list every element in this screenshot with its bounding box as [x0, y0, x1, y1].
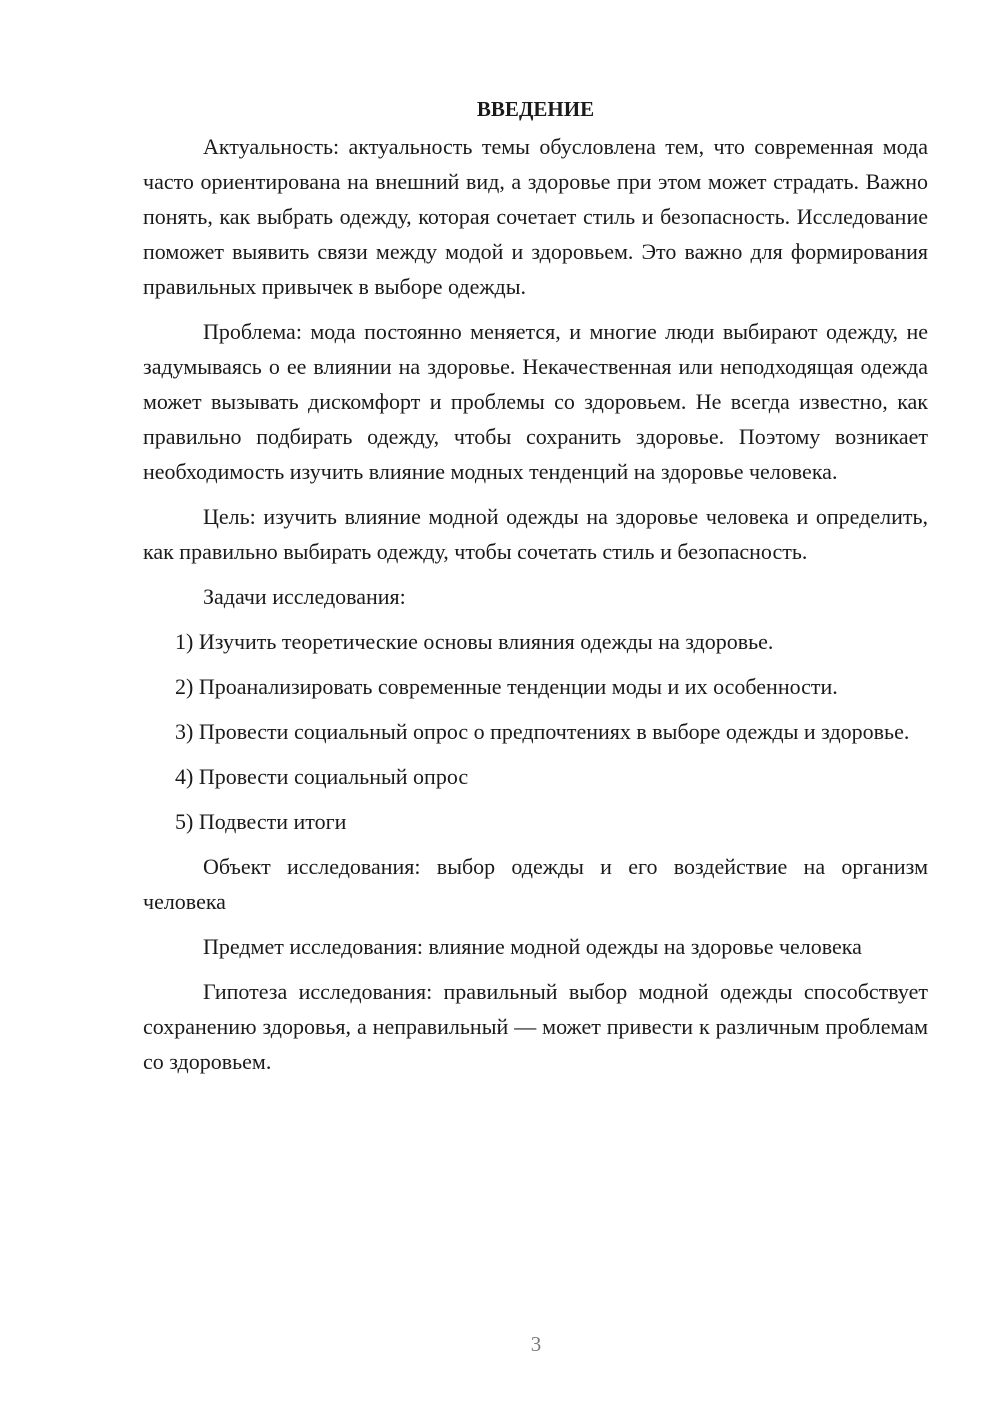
task-item-3: 3) Провести социальный опрос о предпочтениях в выборе одежды и здоровье.	[175, 719, 910, 744]
document-page	[143, 92, 928, 1089]
task-item-2: 2) Проанализировать современные тенденции моды и их особенности.	[175, 674, 838, 699]
problem-paragraph: Проблема: мода постоянно меняется, и многие люди выбирают одежду, не задумываясь о ее влиянии на здоровье. Некачественная или неподходящая одежда может вызывать дискомфорт и проблемы со здоровьем. Не всегда известно, как правильно подбирать одежду, чтобы сохранить здоровье. Поэтому возникает необходимость изучить влияние модных тенденций на здоровье человека.	[143, 319, 928, 484]
goal-paragraph: Цель: изучить влияние модной одежды на здоровье человека и определить, как правильно выбирать одежду, чтобы сочетать стиль и безопасность.	[143, 504, 928, 564]
relevance-paragraph: Актуальность: актуальность темы обусловлена тем, что современная мода часто ориентирована на внешний вид, а здоровье при этом может страдать. Важно понять, как выбрать одежду, которая сочетает стиль и безопасность. Исследование поможет выявить связи между модой и здоровьем. Это важно для формирования правильных привычек в выборе одежды.	[143, 134, 928, 299]
hypothesis-paragraph: Гипотеза исследования: правильный выбор модной одежды способствует сохранению здоровья, а неправильный — может привести к различным проблемам со здоровьем.	[143, 979, 928, 1074]
section-title: ВВЕДЕНИЕ	[476, 97, 595, 121]
object-paragraph: Объект исследования: выбор одежды и его воздействие на организм человека	[143, 854, 928, 914]
task-item-1: 1) Изучить теоретические основы влияния одежды на здоровье.	[175, 629, 774, 654]
subject-paragraph: Предмет исследования: влияние модной одежды на здоровье человека	[203, 934, 862, 959]
task-item-5: 5) Подвести итоги	[175, 809, 347, 834]
task-item-4: 4) Провести социальный опрос	[175, 764, 469, 789]
tasks-heading: Задачи исследования:	[203, 584, 406, 609]
page-number: 3	[530, 1332, 542, 1356]
